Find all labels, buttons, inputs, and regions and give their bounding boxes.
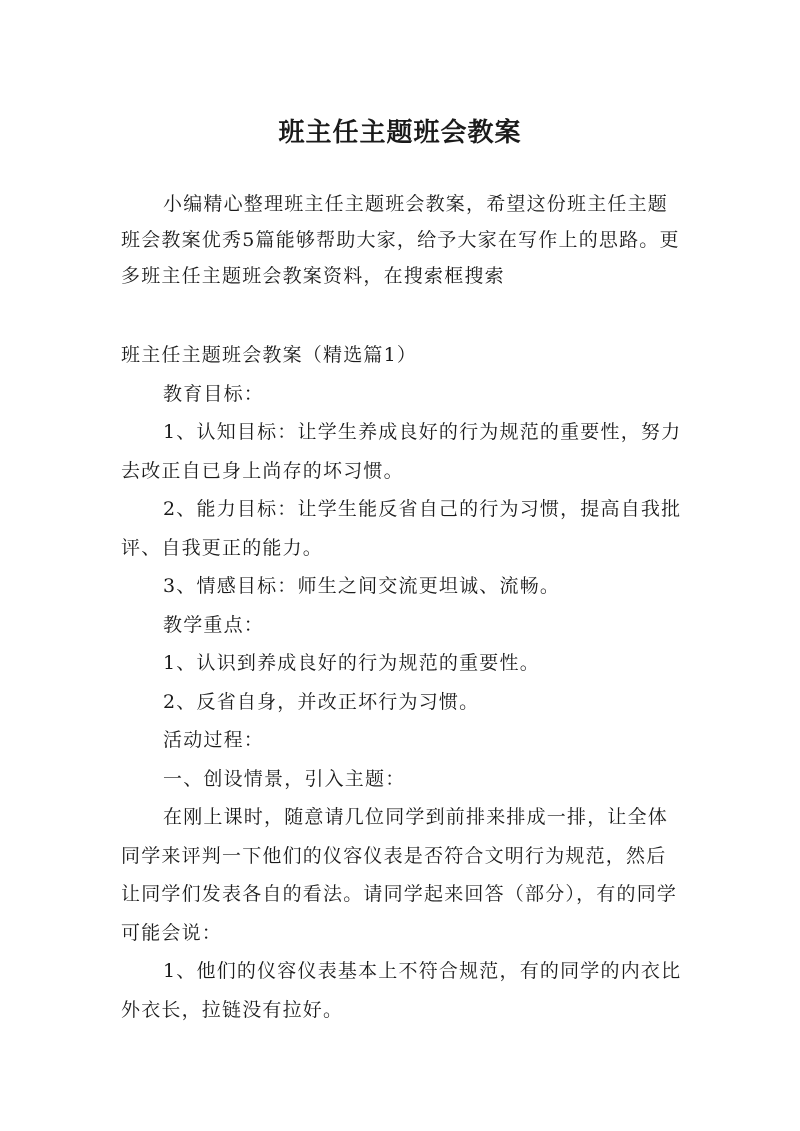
paragraph: 活动过程： bbox=[163, 729, 265, 751]
paragraph: 教学重点： bbox=[163, 613, 265, 636]
paragraph: 教育目标： bbox=[163, 382, 265, 405]
document-title: 班主任主题班会教案 bbox=[278, 118, 522, 149]
paragraph: 2、反省自身，并改正坏行为习惯。 bbox=[163, 690, 480, 713]
paragraph: 1、认知目标：让学生养成良好的行为规范的重要性，努力去改正自已身上尚存的坏习惯。 bbox=[121, 421, 682, 482]
intro-paragraph: 小编精心整理班主任主题班会教案，希望这份班主任主题班会教案优秀5篇能够帮助大家，给予大家在写作上的思路。更多班主任主题班会教案资料，在搜索框搜索 bbox=[121, 193, 680, 287]
paragraph: 3、情感目标：师生之间交流更坦诚、流畅。 bbox=[163, 575, 561, 597]
document-body bbox=[121, 336, 686, 1029]
paragraph: 1、他们的仪容仪表基本上不符合规范，有的同学的内衣比外衣长，拉链没有拉好。 bbox=[121, 960, 682, 1021]
paragraph: 一、创设情景，引入主题： bbox=[163, 767, 406, 790]
section-title: 班主任主题班会教案（精选篇1） bbox=[121, 344, 418, 366]
paragraph: 1、认识到养成良好的行为规范的重要性。 bbox=[163, 652, 540, 674]
paragraph: 2、能力目标：让学生能反省自己的行为习惯，提高自我批评、自我更正的能力。 bbox=[121, 498, 682, 559]
paragraph: 在刚上课时，随意请几位同学到前排来排成一排，让全体同学来评判一下他们的仪容仪表是否符合文明行为规范，然后让同学们发表各自的看法。请同学起来回答（部分），有的同学可能会说： bbox=[121, 806, 678, 944]
